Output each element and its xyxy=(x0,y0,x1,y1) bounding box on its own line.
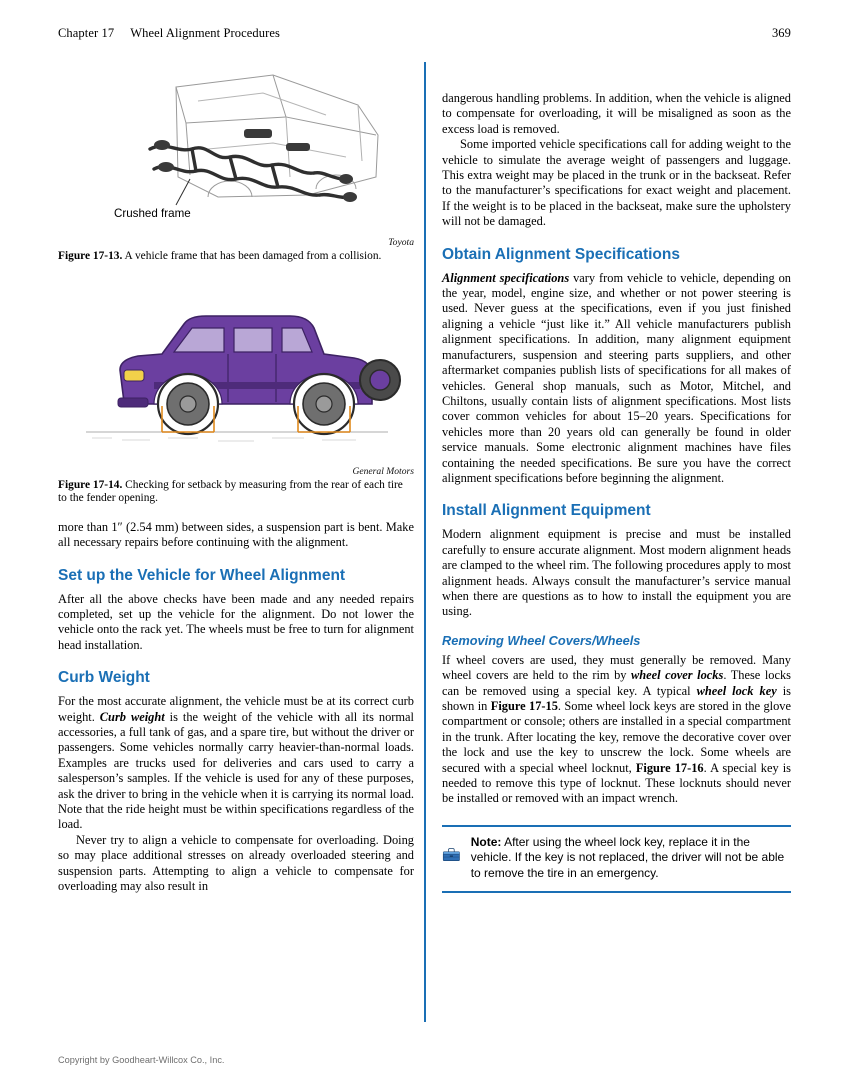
wheel-cover-locks-term: wheel cover locks xyxy=(630,668,724,683)
toolbox-icon xyxy=(442,835,461,875)
obtain-specs-text: vary from vehicle to vehicle, depending on the year, model, engine size, and whether or not power steering is used. Never guess at the specifications, even if you just finished aligning a vehicle “just like it.” All vehicle manufacturers publish alignment specifications. In addition, many alignment equipment manufacturers, suspension and steering parts suppliers, and other aftermarket companies publish lists of specifications for all makes of vehicles. General shop manuals, such as Motor, Mitchel, and Chiltons, usually contain lists of alignment specifications. Most lists cover common vehicles for about 15–20 years. Specifications for vehicles more than 20 years old can generally be found in older service manuals. Some electronic alignment machines have files containing the needed specifications. Be sure you have the correct alignment specifications before beginning the alignment. xyxy=(442,270,791,485)
copyright-footer: Copyright by Goodheart-Willcox Co., Inc. xyxy=(58,1055,225,1065)
heading-obtain-specs: Obtain Alignment Specifications xyxy=(442,245,680,263)
figure-17-14 xyxy=(58,274,414,506)
figure-17-13-caption-label: Figure 17-13. xyxy=(58,250,123,262)
figure-17-13 xyxy=(58,57,414,264)
para-install-equipment: Modern alignment equipment is precise and must be installed carefully to ensure accurate alignment. Most modern alignment heads are clamped to the wheel rim. The following procedures apply to most alignment heads. Always consult the manufacturer’s service manual when there are questions as to how to install the equipment you are using. xyxy=(442,527,791,619)
removing-text-5: is shown in xyxy=(442,683,791,713)
removing-text-9: . A special key is needed to remove this type of locknut. These locknuts should never be installed or removed with an impact wrench. xyxy=(442,760,791,806)
heading-removing-wheel-covers: Removing Wheel Covers/Wheels xyxy=(442,632,641,648)
removing-text-7: . Some wheel lock keys are stored in the glove compartment or console; others are installed in a special compartment in the trunk. After locating the key, remove the decorative cover over the lock and use the key to unscrew the lock. Some wheels are secured with a special wheel locknut, xyxy=(442,699,791,775)
figure-17-13-illustration xyxy=(58,57,414,235)
figure-17-14-caption-label: Figure 17-14. xyxy=(58,478,123,491)
figure-17-14-caption xyxy=(58,479,414,506)
note-label: Note: xyxy=(470,834,502,849)
note-box xyxy=(442,825,791,893)
para-curb-weight-1 xyxy=(58,694,414,833)
right-column xyxy=(442,51,791,893)
alignment-specs-term: Alignment specifications xyxy=(442,270,570,285)
figure-17-13-caption xyxy=(58,250,414,264)
figure-17-13-credit: Toyota xyxy=(388,237,414,248)
para-bent-suspension: more than 1″ (2.54 mm) between sides, a suspension part is bent. Make all necessary repairs before continuing with the alignment. xyxy=(58,519,414,550)
page-number: 369 xyxy=(771,26,791,40)
figure-ref-17-16: Figure 17-16 xyxy=(635,760,704,775)
para-obtain-specs xyxy=(442,271,791,487)
figure-ref-17-15: Figure 17-15 xyxy=(490,699,558,713)
figure-17-13-caption-text: A vehicle frame that has been damaged from a collision. xyxy=(122,250,382,262)
heading-install-equipment: Install Alignment Equipment xyxy=(442,502,651,520)
crushed-frame-drawing xyxy=(58,57,414,235)
para-imported-specs: Some imported vehicle specifications call for adding weight to the vehicle to simulate the average weight of passengers and luggage. This extra weight may be placed in the trunk or in the backseat. Refer to the manufacturer’s specifications for exact weight and placement. If the weight is to be placed in the backseat, make sure the upholstery will not be damaged. xyxy=(442,137,791,229)
para-dangerous-handling: dangerous handling problems. In addition, when the vehicle is aligned to compensate for overloading, it will be misaligned as soon as the excess load is removed. xyxy=(442,91,791,136)
running-head xyxy=(58,26,791,41)
heading-curb-weight: Curb Weight xyxy=(58,669,150,687)
figure-17-14-credit: General Motors xyxy=(352,465,414,477)
left-column xyxy=(58,51,414,895)
heading-set-up-vehicle: Set up the Vehicle for Wheel Alignment xyxy=(58,566,346,584)
crushed-frame-callout: Crushed frame xyxy=(114,207,191,220)
column-divider xyxy=(424,62,426,1022)
para-set-up-vehicle: After all the above checks have been made and any needed repairs completed, set up the vehicle for the alignment. Do not lower the vehicle onto the rack yet. The wheels must be free to turn for alignment head installation. xyxy=(58,591,414,652)
removing-text-3: . These locks can be removed using a special key. A typical xyxy=(442,668,791,698)
figure-17-14-illustration xyxy=(58,274,414,464)
removing-text-1: If wheel covers are used, they must generally be removed. Many wheel covers are held to the rim by xyxy=(442,652,791,683)
curb-text-a: For the most accurate alignment, the vehicle must be at its correct curb weight. xyxy=(58,694,414,724)
para-curb-weight-2: Never try to align a vehicle to compensate for overloading. Doing so may place additional stresses on already overloaded steering and suspension parts. Attempting to align a vehicle to compensate for overloading may also result in xyxy=(58,832,414,894)
note-text xyxy=(471,835,791,882)
curb-term: Curb weight xyxy=(99,709,165,724)
note-body: After using the wheel lock key, replace it in the vehicle. If the key is not replaced, the driver will not be able to remove the tire in an emergency. xyxy=(470,834,785,881)
runhead-chapter: Chapter 17 xyxy=(58,26,115,40)
wheel-lock-key-term: wheel lock key xyxy=(696,683,777,698)
curb-text-c: is the weight of the vehicle with all its normal accessories, a full tank of gas, and a spare tire, but without the driver or passengers. Some vehicles normally carry heavier-than-normal loads. Examples are trucks used for deliveries and cars used to carry a salesperson’s samples. If the vehicle is used for any of these purposes, ask the driver to bring in the vehicle when it is carrying its normal load. Note that the ride height must be within specifications regardless of the load. xyxy=(58,709,414,832)
suv-setback-drawing xyxy=(58,274,414,464)
runhead-title: Wheel Alignment Procedures xyxy=(130,26,280,40)
para-removing-wheel-covers xyxy=(442,653,791,807)
figure-17-14-caption-text: Checking for setback by measuring from the rear of each tire to the fender opening. xyxy=(58,478,403,505)
